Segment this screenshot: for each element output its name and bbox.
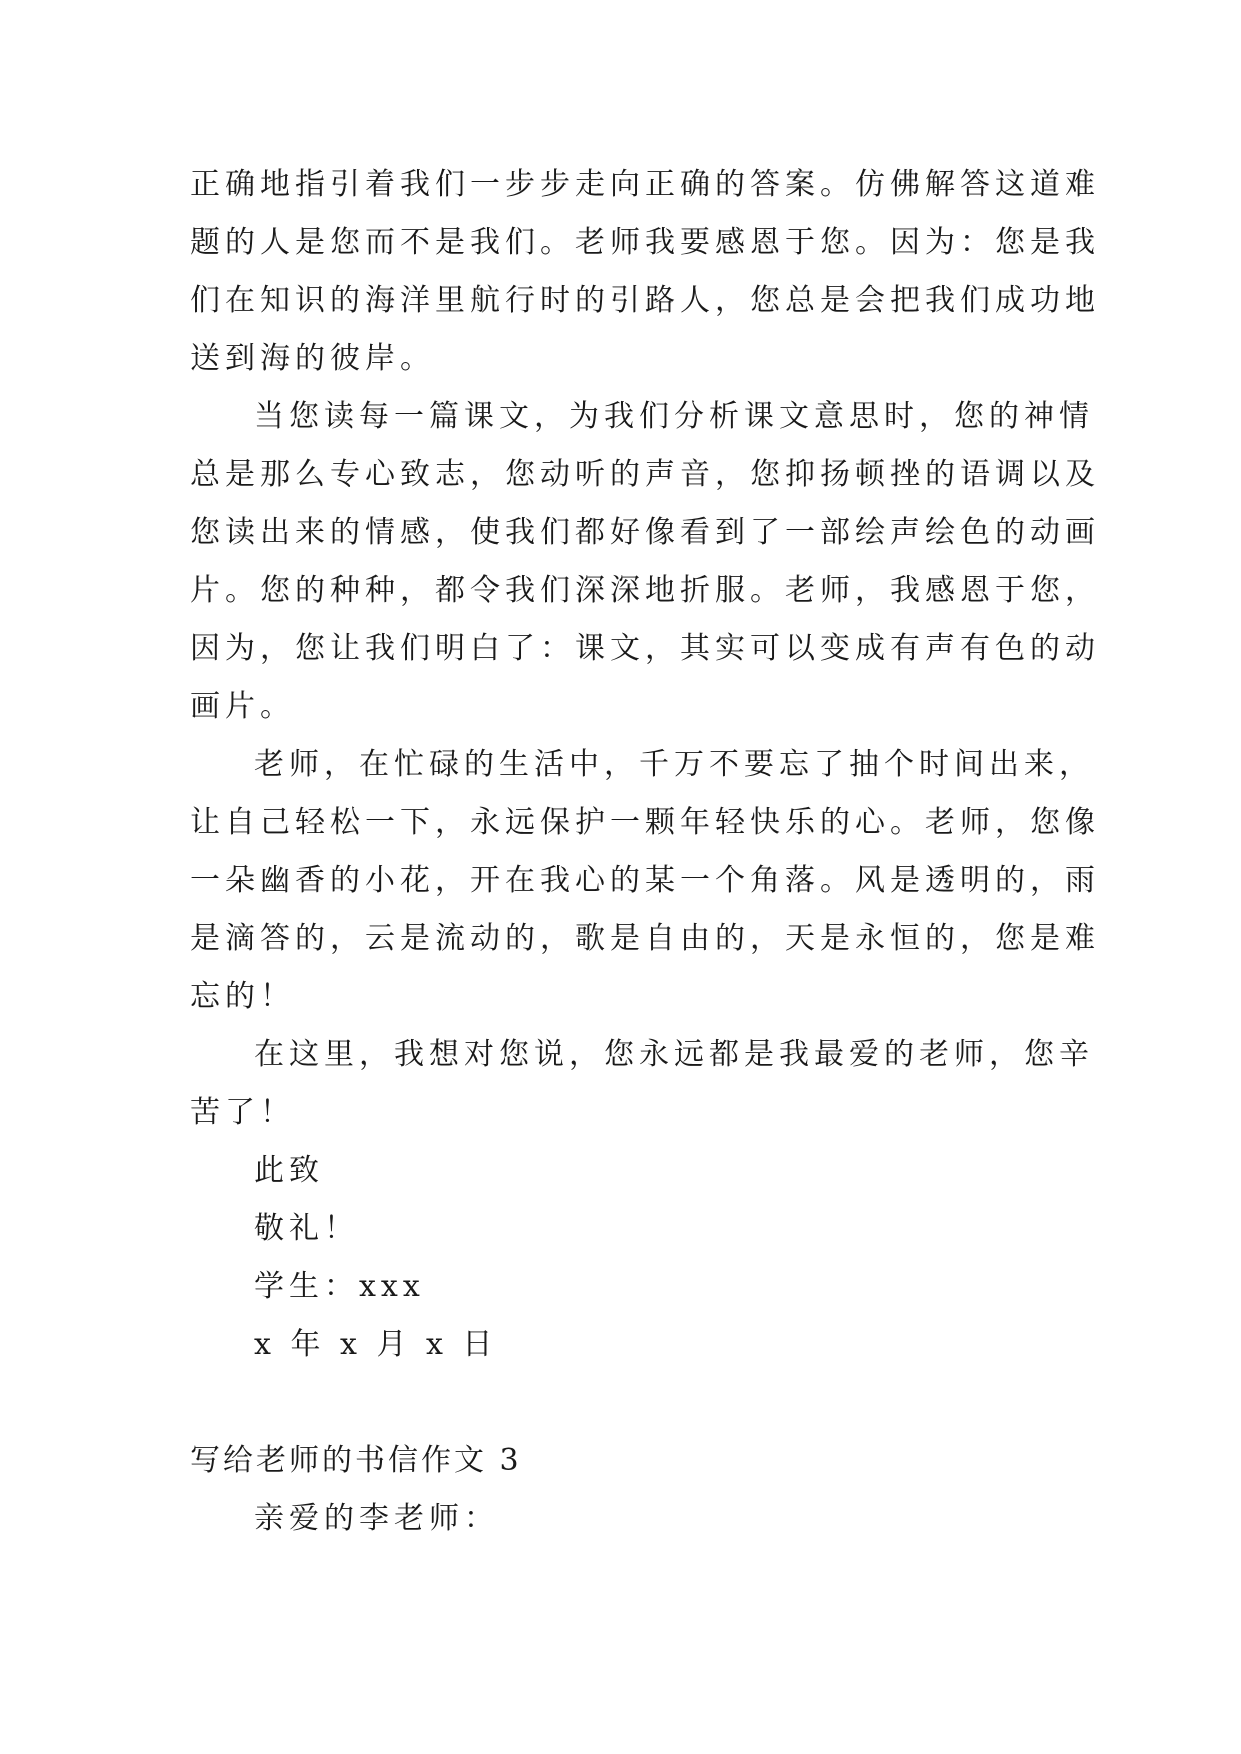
paragraph-line: 您读出来的情感，使我们都好像看到了一部绘声绘色的动画 <box>190 515 1100 550</box>
paragraph-line: 送到海的彼岸。 <box>190 341 435 376</box>
paragraph-line: 苦了！ <box>190 1095 295 1130</box>
closing-regards: 敬礼！ <box>254 1211 359 1246</box>
next-section <box>190 1432 1052 1548</box>
paragraph-line: 在这里，我想对您说，您永远都是我最爱的老师，您辛 <box>254 1037 1094 1072</box>
paragraph-line: 当您读每一篇课文，为我们分析课文意思时，您的神情 <box>254 399 1094 434</box>
paragraph-line: 们在知识的海洋里航行时的引路人，您总是会把我们成功地 <box>190 283 1100 318</box>
paragraph-3 <box>190 736 1100 1026</box>
paragraph-line: 片。您的种种，都令我们深深地折服。老师，我感恩于您， <box>190 573 1100 608</box>
letter-greeting: 亲爱的李老师： <box>254 1501 499 1536</box>
paragraph-line: 一朵幽香的小花，开在我心的某一个角落。风是透明的，雨 <box>190 863 1100 898</box>
paragraph-line: 让自己轻松一下，永远保护一颗年轻快乐的心。老师，您像 <box>190 805 1100 840</box>
section-title: 写给老师的书信作文 3 <box>190 1443 522 1478</box>
paragraph-line: 是滴答的，云是流动的，歌是自由的，天是永恒的，您是难 <box>190 921 1100 956</box>
paragraph-line: 老师，在忙碌的生活中，千万不要忘了抽个时间出来， <box>254 747 1094 782</box>
letter-closing <box>190 1142 1052 1374</box>
paragraph-line: 总是那么专心致志，您动听的声音，您抑扬顿挫的语调以及 <box>190 457 1100 492</box>
document-body <box>190 156 1100 1548</box>
paragraph-line: 正确地指引着我们一步步走向正确的答案。仿佛解答这道难 <box>190 167 1100 202</box>
paragraph-line: 画片。 <box>190 689 295 724</box>
paragraph-line: 因为，您让我们明白了：课文，其实可以变成有声有色的动 <box>190 631 1100 666</box>
closing-salutation: 此致 <box>254 1153 324 1188</box>
paragraph-4 <box>190 1026 1094 1142</box>
signature: 学生：xxx <box>254 1269 425 1304</box>
paragraph-line: 忘的！ <box>190 979 295 1014</box>
paragraph-1 <box>190 156 1100 388</box>
paragraph-line: 题的人是您而不是我们。老师我要感恩于您。因为：您是我 <box>190 225 1100 260</box>
paragraph-2 <box>190 388 1100 736</box>
section-spacer <box>190 1374 1052 1432</box>
letter-date: x 年 x 月 x 日 <box>254 1327 498 1362</box>
